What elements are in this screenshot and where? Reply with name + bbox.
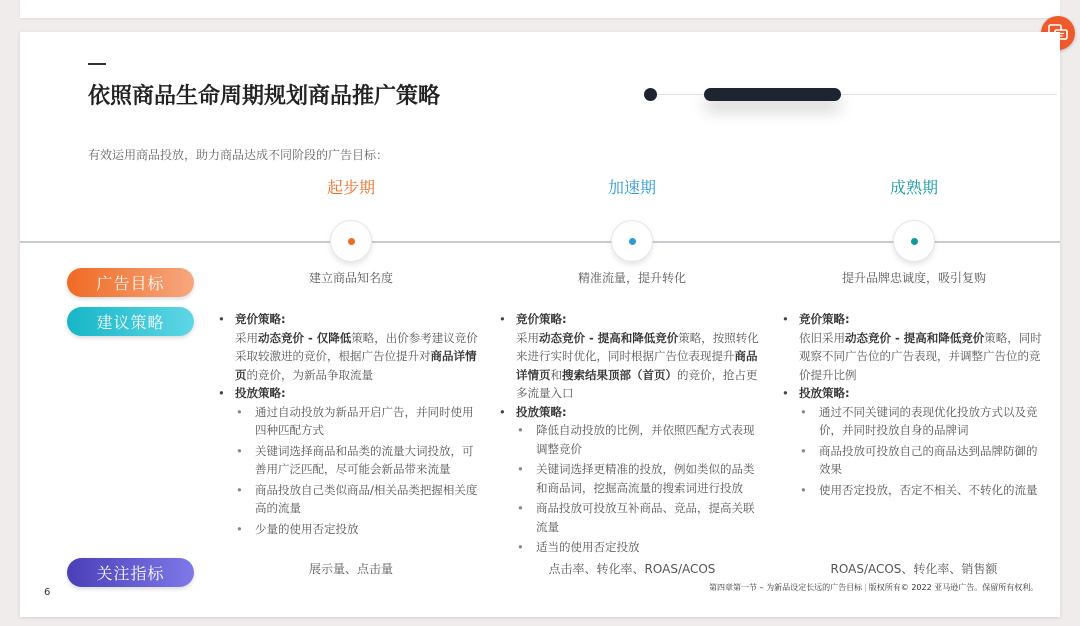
list-item: • 商品投放可投放自己的商品达到品牌防御的效果 [780, 442, 1048, 479]
list-item: • 商品投放可投放互补商品、竞品，提高关联流量 [497, 499, 765, 536]
bid-strategy-text: 依旧采用动态竞价 - 提高和降低竞价策略，同时观察不同广告位的广告表现，并调整广告位的竞价提升比例 [799, 330, 1042, 382]
placement-strategy-heading: • 投放策略: [799, 386, 850, 400]
phase-title-mature: 成熟期 [889, 178, 938, 197]
bid-strategy-heading: • 竞价策略: [235, 312, 286, 326]
page-number: 6 [44, 587, 51, 598]
timeline-node-mature [893, 220, 935, 262]
metrics-launch: 展示量、点击量 [308, 562, 393, 576]
list-item: • 商品投放自己类似商品/相关品类把握相关度高的流量 [216, 481, 484, 518]
goal-mature: 提升品牌忠诚度，吸引复购 [841, 271, 986, 285]
label-ad-goal: 广告目标 [67, 268, 194, 297]
list-item: • 使用否定投放，否定不相关、不转化的流量 [780, 481, 1048, 500]
placement-strategy-heading: • 投放策略: [516, 404, 567, 419]
goal-launch: 建立商品知名度 [308, 271, 393, 285]
strategy-column-growth [497, 310, 765, 557]
metrics-growth: 点击率、转化率、ROAS/ACOS [548, 562, 716, 576]
timeline-dot-launch [348, 238, 355, 245]
list-item: • 适当的使用否定投放 [497, 538, 765, 557]
slide-footer: 第四章第一节 – 为新品设定长远的广告目标 | 版权所有© 2022 亚马逊广告。保留所有权利。 [709, 583, 1039, 592]
phase-title-launch: 起步期 [326, 178, 375, 197]
timeline-node-launch [330, 220, 372, 262]
metrics-mature: ROAS/ACOS、转化率、销售额 [830, 562, 998, 576]
footer-chapter: 第四章第一节 – 为新品设定长远的广告目标 [709, 583, 863, 592]
decorative-dot [644, 88, 657, 101]
placement-strategy-block [497, 403, 765, 422]
bid-strategy-block [780, 310, 1048, 384]
list-item: • 少量的使用否定投放 [216, 520, 484, 539]
strategy-column-mature [780, 310, 1048, 499]
bid-strategy-block [497, 310, 765, 403]
slide-subtitle: 有效运用商品投放，助力商品达成不同阶段的广告目标： [88, 148, 389, 162]
phase-title-growth: 加速期 [607, 178, 656, 197]
placement-strategy-heading: • 投放策略: [235, 386, 286, 400]
decorative-bar [704, 88, 841, 101]
bid-strategy-text: 采用动态竞价 - 仅降低策略，出价参考建议竞价采取较激进的竞价，根据广告位提升对商品详情页的竞价，为新品争取流量 [235, 330, 478, 382]
timeline-dot-growth [629, 238, 636, 245]
label-key-metrics: 关注指标 [67, 558, 194, 587]
goal-growth: 精准流量，提升转化 [577, 271, 686, 285]
timeline-dot-mature [911, 238, 918, 245]
title-accent-dash [88, 63, 106, 65]
strategy-column-launch [216, 310, 484, 538]
bid-strategy-heading: • 竞价策略: [799, 312, 850, 326]
slide-title: 依照商品生命周期规划商品推广策略 [88, 84, 441, 109]
list-item: • 降低自动投放的比例，并依照匹配方式表现调整竞价 [497, 421, 765, 458]
slide [20, 32, 1060, 617]
list-item: • 关键词选择商品和品类的流量大词投放，可善用广泛匹配，尽可能会新品带来流量 [216, 442, 484, 479]
footer-copyright: 版权所有© 2022 亚马逊广告。保留所有权利。 [868, 583, 1039, 592]
list-item: • 关键词选择更精准的投放，例如类似的品类和商品词，挖掘高流量的搜索词进行投放 [497, 460, 765, 497]
placement-strategy-block [216, 384, 484, 403]
previous-slide-edge [20, 0, 1060, 18]
list-item: • 通过自动投放为新品开启广告，并同时使用四种匹配方式 [216, 403, 484, 440]
list-item: • 通过不同关键词的表现优化投放方式以及竞价，并同时投放自身的品牌词 [780, 403, 1048, 440]
bid-strategy-block [216, 310, 484, 384]
timeline-node-growth [611, 220, 653, 262]
bid-strategy-text: 采用动态竞价 - 提高和降低竞价策略，按照转化来进行实时优化，同时根据广告位表现提升商品详情页和搜索结果顶部（首页）的竞价，抢占更多流量入口 [516, 330, 759, 400]
label-suggested-strategy: 建议策略 [67, 307, 194, 336]
placement-strategy-block [780, 384, 1048, 403]
bid-strategy-heading: • 竞价策略: [516, 312, 567, 326]
